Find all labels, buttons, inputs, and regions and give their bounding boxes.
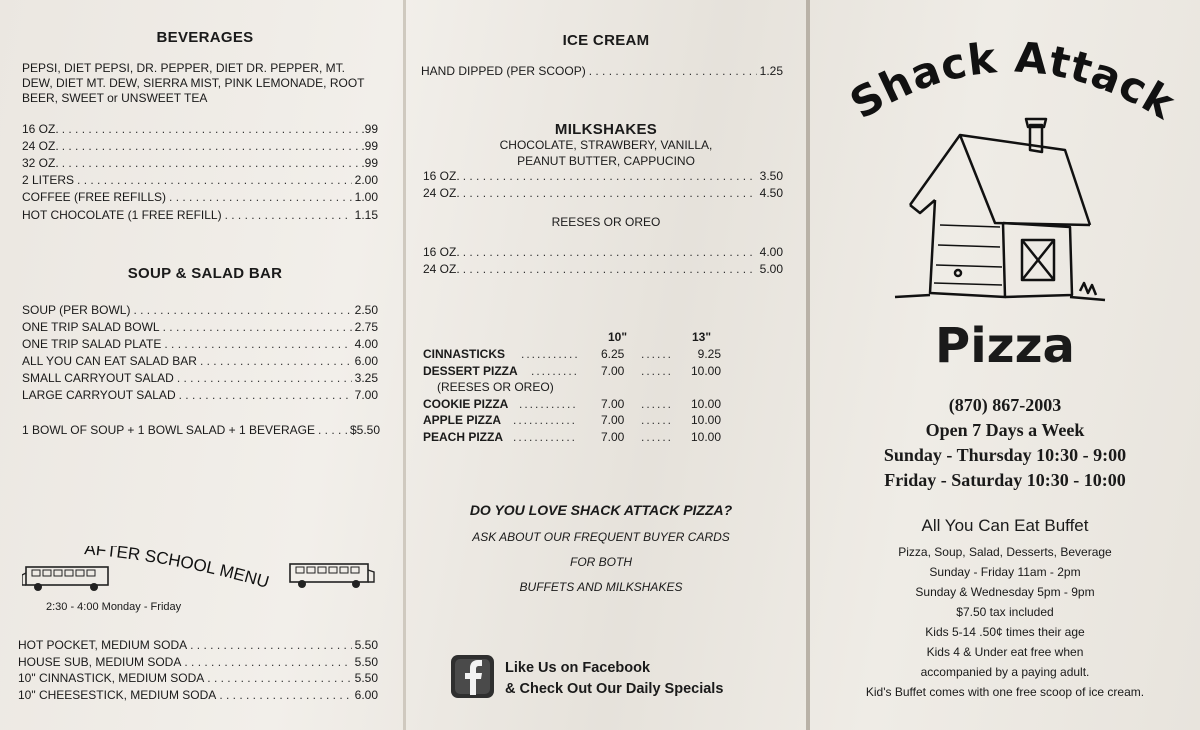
menu-item: 24 OZ. . . . .99 xyxy=(22,139,378,153)
buffet-line: Sunday - Friday 11am - 2pm xyxy=(929,565,1081,579)
menu-item: 32 OZ. . . . .99 xyxy=(22,156,378,170)
menu-item: 24 OZ. . . . 4.50 xyxy=(423,186,783,200)
buffet-details xyxy=(810,542,1200,702)
svg-text:AFTER SCHOOL MENU: AFTER SCHOOL MENU xyxy=(84,546,272,592)
cover-panel xyxy=(810,0,1200,730)
milkshake-special-title: REESES OR OREO xyxy=(551,215,661,229)
beverages-description: PEPSI, DIET PEPSI, DR. PEPPER, DIET DR. PEPPER, MT. DEW, DIET MT. DEW, SIERRA MIST, PINK LEMONADE, ROOT BEER, SWEET or UNSWEET TEA xyxy=(22,61,365,105)
soup-salad-title: SOUP & SALAD BAR xyxy=(127,265,283,282)
menu-item: COFFEE (FREE REFILLS) . . . 1.00 xyxy=(22,190,378,204)
buffet-line: Pizza, Soup, Salad, Desserts, Beverage xyxy=(898,545,1112,559)
hours-weekend: Friday - Saturday 10:30 - 10:00 xyxy=(884,470,1126,490)
after-school-title xyxy=(84,546,324,596)
menu-item: 10" CINNASTICK, MEDIUM SODA . . . 5.50 xyxy=(18,671,378,685)
buffet-line: Kid's Buffet comes with one free scoop of ice cream. xyxy=(865,685,1145,699)
menu-item: ONE TRIP SALAD PLATE . . . 4.00 xyxy=(22,337,378,351)
svg-text:Shack Attack: Shack Attack xyxy=(841,32,1184,129)
menu-item: ONE TRIP SALAD BOWL . . . 2.75 xyxy=(22,320,378,334)
promo-headline: DO YOU LOVE SHACK ATTACK PIZZA? xyxy=(469,502,733,518)
menu-item: 16 OZ. . . . 4.00 xyxy=(423,245,783,259)
buffet-line: Sunday & Wednesday 5pm - 9pm xyxy=(915,585,1095,599)
facebook-line1: Like Us on Facebook xyxy=(505,660,651,676)
menu-item: 16 OZ. . . . .99 xyxy=(22,122,378,136)
menu-item: LARGE CARRYOUT SALAD . . . 7.00 xyxy=(22,388,378,402)
middle-panel xyxy=(406,0,806,730)
hours-weekday: Sunday - Thursday 10:30 - 9:00 xyxy=(883,445,1127,465)
dessert-table xyxy=(423,346,723,446)
menu-item: HOT CHOCOLATE (1 FREE REFILL) . . . 1.15 xyxy=(22,208,378,222)
milkshake-flavors: CHOCOLATE, STRAWBERY, VANILLA, xyxy=(499,138,713,152)
menu-item: SOUP (PER BOWL) . . . 2.50 xyxy=(22,303,378,317)
menu-item: HAND DIPPED (PER SCOOP) . . . 1.25 xyxy=(421,64,783,78)
buffet-title: All You Can Eat Buffet xyxy=(921,516,1089,535)
milkshakes-title: MILKSHAKES xyxy=(554,121,658,138)
menu-item: HOUSE SUB, MEDIUM SODA . . . 5.50 xyxy=(18,655,378,669)
promo-line: ASK ABOUT OUR FREQUENT BUYER CARDS xyxy=(472,530,730,544)
size-header-small: 10" xyxy=(608,330,628,344)
size-header-large: 13" xyxy=(692,330,712,344)
ice-cream-title: ICE CREAM xyxy=(562,32,650,49)
buffet-line: $7.50 tax included xyxy=(956,605,1054,619)
dessert-row: PEACH PIZZA ............ 7.00 ...... 10.00 xyxy=(423,429,721,444)
buffet-line: Kids 4 & Under eat free when xyxy=(926,645,1084,659)
menu-item: HOT POCKET, MEDIUM SODA . . . 5.50 xyxy=(18,638,378,652)
beverages-title: BEVERAGES xyxy=(156,29,254,46)
dessert-row: CINNASTICKS ........... 6.25 ...... 9.25 xyxy=(423,347,721,361)
left-panel xyxy=(0,0,403,730)
brand-pizza: Pizza xyxy=(935,318,1075,374)
dessert-row: COOKIE PIZZA ........... 7.00 ...... 10.00 xyxy=(423,396,721,411)
dessert-note: (REESES OR OREO) xyxy=(437,380,554,395)
facebook-line2: & Check Out Our Daily Specials xyxy=(505,681,724,697)
open-days: Open 7 Days a Week xyxy=(925,420,1085,440)
promo-line: FOR BOTH xyxy=(570,555,632,569)
buffet-line: Kids 5-14 .50¢ times their age xyxy=(925,625,1085,639)
promo-line: BUFFETS AND MILKSHAKES xyxy=(519,580,683,594)
after-school-hours: 2:30 - 4:00 Monday - Friday xyxy=(46,601,182,613)
dessert-row: DESSERT PIZZA ......... 7.00 ...... 10.00 xyxy=(423,363,721,378)
dessert-row: APPLE PIZZA ............ 7.00 ...... 10.00 xyxy=(423,413,721,428)
menu-item: 16 OZ. . . . 3.50 xyxy=(423,169,783,183)
buffet-line: accompanied by a paying adult. xyxy=(920,665,1090,679)
menu-item: 24 OZ. . . . 5.00 xyxy=(423,262,783,276)
menu-item: SMALL CARRYOUT SALAD . . . 3.25 xyxy=(22,371,378,385)
facebook-icon[interactable] xyxy=(451,655,494,698)
menu-item: 10" CHEESESTICK, MEDIUM SODA . . . 6.00 xyxy=(18,688,378,702)
combo-item: 1 BOWL OF SOUP + 1 BOWL SALAD + 1 BEVERAGE . . . $5.50 xyxy=(22,423,380,437)
phone-number[interactable]: (870) 867-2003 xyxy=(948,395,1062,415)
menu-item: ALL YOU CAN EAT SALAD BAR . . . 6.00 xyxy=(22,354,378,368)
menu-item: 2 LITERS . . . 2.00 xyxy=(22,173,378,187)
shack-illustration xyxy=(890,105,1110,310)
milkshake-flavors: PEANUT BUTTER, CAPPUCINO xyxy=(517,154,695,168)
